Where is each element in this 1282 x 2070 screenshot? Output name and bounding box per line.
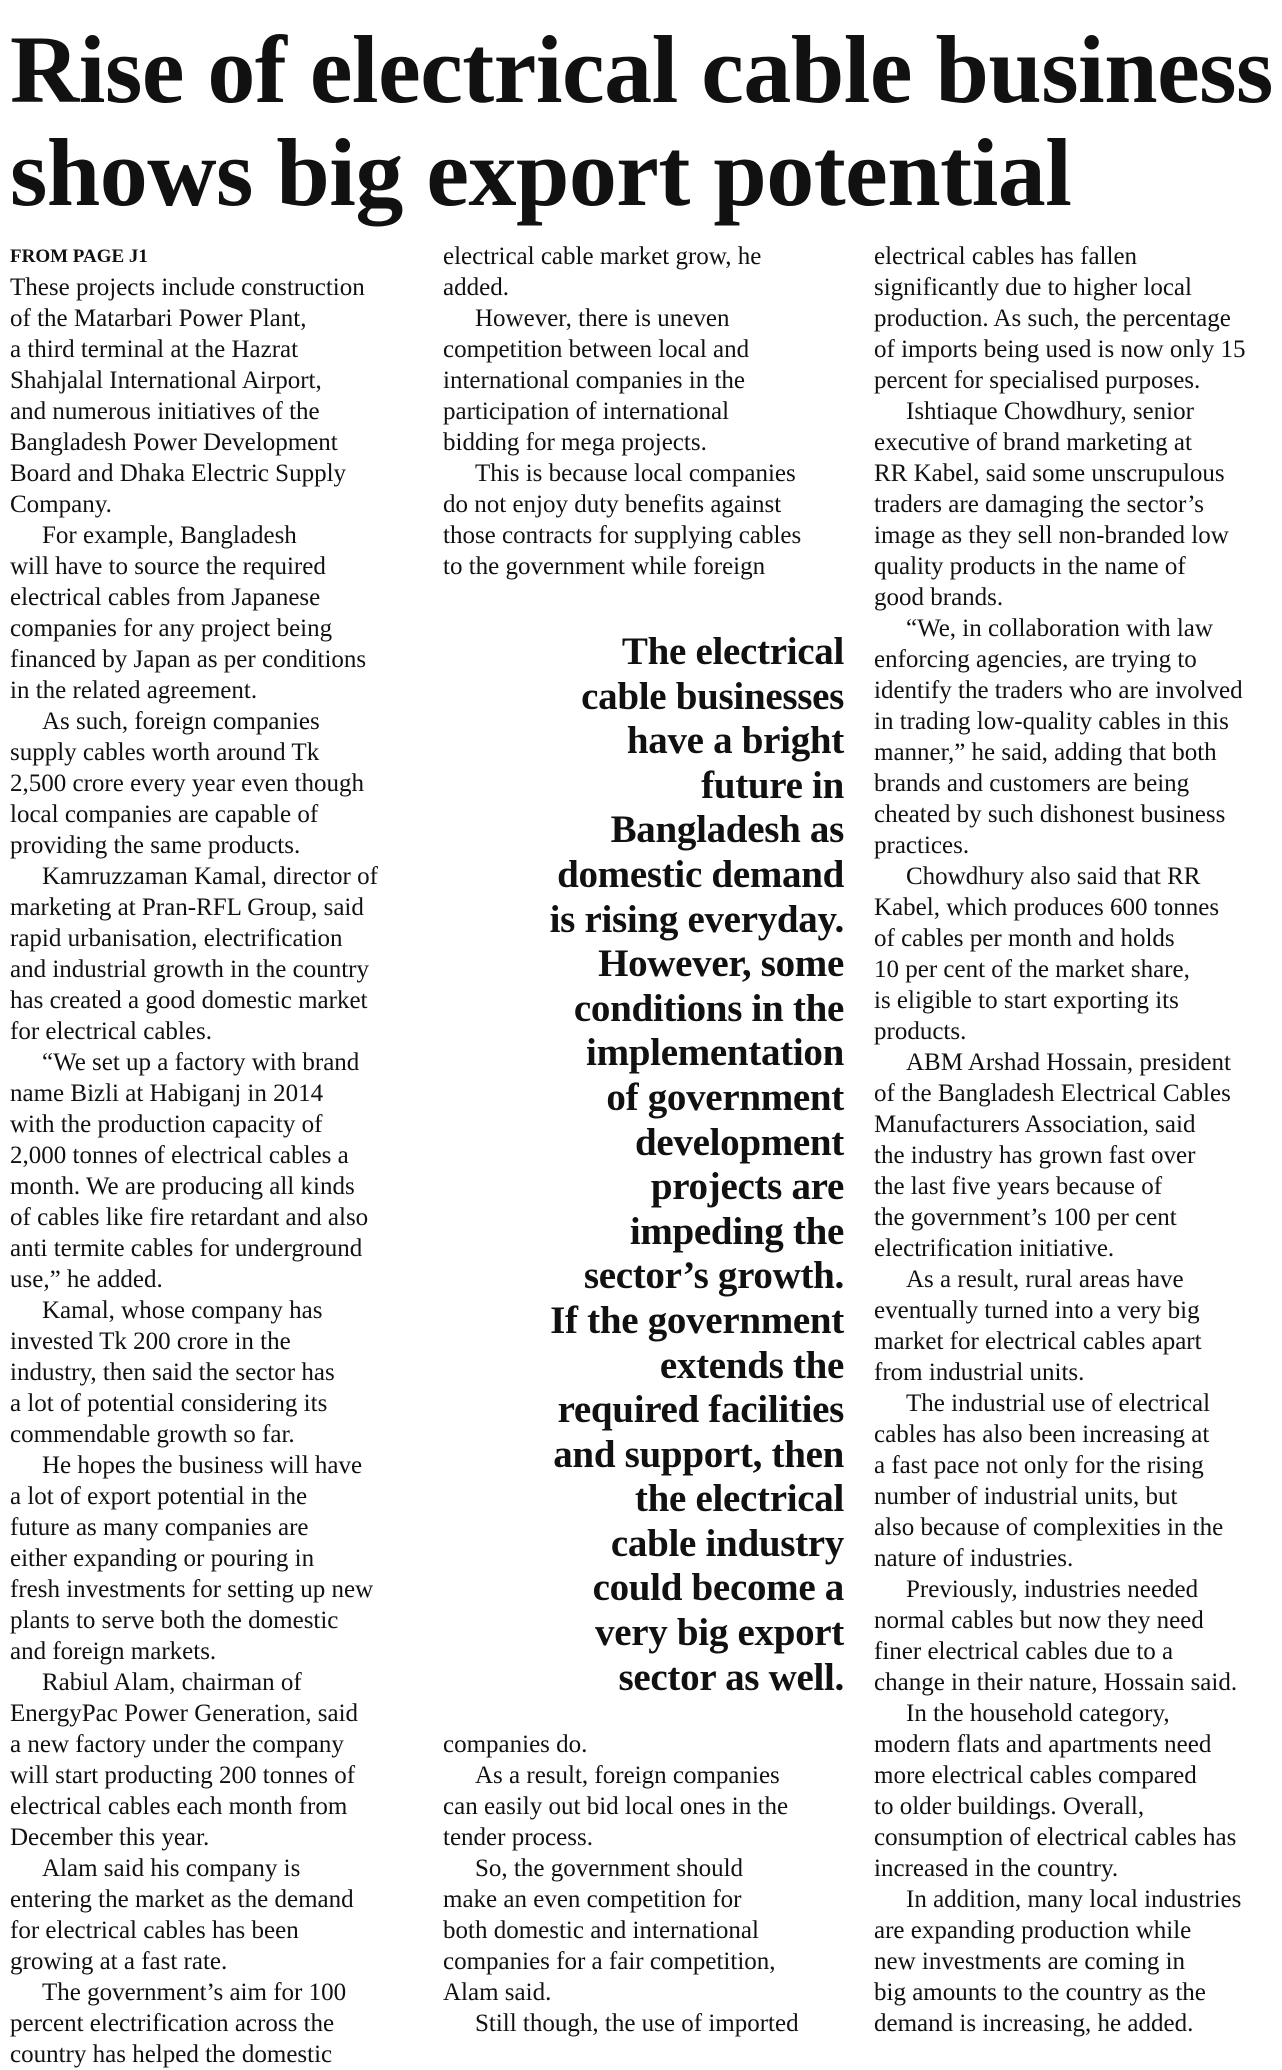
text-line: growing at a fast rate. <box>10 1948 228 1975</box>
text-line: 2,500 crore every year even though <box>10 770 365 797</box>
paragraph <box>874 613 1279 861</box>
text-line: As such, foreign companies <box>42 708 320 735</box>
pull-quote-line: implementation <box>586 1031 844 1075</box>
text-line: big amounts to the country as the <box>874 1979 1206 2006</box>
text-line: consumption of electrical cables has <box>874 1824 1237 1851</box>
text-line: enforcing agencies, are trying to <box>874 646 1197 673</box>
pull-quote-line: projects are <box>650 1165 844 1209</box>
pull-quote-line: development <box>634 1120 844 1164</box>
text-line: These projects include construction <box>10 274 365 301</box>
text-line: can easily out bid local ones in the <box>443 1793 789 1820</box>
text-line: bidding for mega projects. <box>443 429 707 456</box>
text-line: local companies are capable of <box>10 801 319 828</box>
text-line: of cables per month and holds <box>874 925 1175 952</box>
text-line: Previously, industries needed <box>906 1576 1199 1603</box>
text-line: increased in the country. <box>874 1855 1119 1882</box>
paragraph <box>10 272 415 520</box>
text-line: of cables like fire retardant and also <box>10 1204 369 1231</box>
text-line: name Bizli at Habiganj in 2014 <box>10 1080 324 1107</box>
text-line: cheated by such dishonest business <box>874 801 1226 828</box>
text-line: Ishtiaque Chowdhury, senior <box>906 398 1194 425</box>
text-line: make an even competition for <box>443 1886 742 1913</box>
text-line: 2,000 tonnes of electrical cables a <box>10 1142 349 1169</box>
paragraph <box>874 1388 1279 1574</box>
text-line: a fast pace not only for the rising <box>874 1452 1204 1479</box>
paragraph <box>10 861 415 1047</box>
text-line: entering the market as the demand <box>10 1886 354 1913</box>
text-line: a new factory under the company <box>10 1731 344 1758</box>
pull-quote-line: extends the <box>659 1343 844 1387</box>
text-line: change in their nature, Hossain said. <box>874 1669 1238 1696</box>
paragraph <box>443 1760 848 1853</box>
text-line: to older buildings. Overall, <box>874 1793 1145 1820</box>
text-line: percent for specialised purposes. <box>874 367 1201 394</box>
text-line: companies do. <box>443 1731 588 1758</box>
paragraph <box>443 1729 848 1760</box>
text-line: As a result, foreign companies <box>475 1762 780 1789</box>
pull-quote-line: the electrical <box>634 1477 844 1521</box>
text-line: good brands. <box>874 584 1004 611</box>
text-line: demand is increasing, he added. <box>874 2010 1194 2037</box>
text-line: plants to serve both the domestic <box>10 1607 339 1634</box>
text-line: traders are damaging the sector’s <box>874 491 1204 518</box>
text-line: significantly due to higher local <box>874 274 1192 301</box>
text-line: has created a good domestic market <box>10 987 368 1014</box>
text-line: anti termite cables for underground <box>10 1235 363 1262</box>
paragraph <box>443 2008 848 2039</box>
paragraph <box>874 396 1279 613</box>
text-line: do not enjoy duty benefits against <box>443 491 782 518</box>
article-column-3 <box>874 241 1279 2039</box>
text-line: However, there is uneven <box>475 305 730 332</box>
text-line: products. <box>874 1018 967 1045</box>
text-line: electrical cable market grow, he <box>443 243 762 270</box>
article-column-2-bottom <box>443 1729 848 2039</box>
text-line: electrical cables from Japanese <box>10 584 321 611</box>
paragraph <box>10 1977 415 2070</box>
text-line: a lot of potential considering its <box>10 1390 328 1417</box>
pull-quote-line: impeding the <box>629 1209 844 1253</box>
text-line: those contracts for supplying cables <box>443 522 802 549</box>
pull-quote-line: The electrical <box>621 630 844 673</box>
text-line: invested Tk 200 crore in the <box>10 1328 291 1355</box>
text-line: identify the traders who are involved <box>874 677 1243 704</box>
text-line: supply cables worth around Tk <box>10 739 320 766</box>
text-line: in the related agreement. <box>10 677 258 704</box>
pull-quote-line: sector as well. <box>618 1655 844 1699</box>
text-line: The government’s aim for 100 <box>42 1979 347 2006</box>
text-line: to the government while foreign <box>443 553 766 580</box>
text-line: more electrical cables compared <box>874 1762 1197 1789</box>
text-line: of imports being used is now only 15 <box>874 336 1246 363</box>
text-line: electrical cables each month from <box>10 1793 348 1820</box>
text-line: a lot of export potential in the <box>10 1483 308 1510</box>
text-line: and foreign markets. <box>10 1638 217 1665</box>
pull-quote-line: cable businesses <box>581 674 844 718</box>
text-line: electrical cables has fallen <box>874 243 1138 270</box>
pull-quote-line: domestic demand <box>557 852 844 896</box>
paragraph <box>443 241 848 303</box>
text-line: commendable growth so far. <box>10 1421 295 1448</box>
text-line: the government’s 100 per cent <box>874 1204 1177 1231</box>
text-line: image as they sell non-branded low <box>874 522 1229 549</box>
text-line: with the production capacity of <box>10 1111 323 1138</box>
text-line: RR Kabel, said some unscrupulous <box>874 460 1225 487</box>
pull-quote-line: and support, then <box>553 1432 844 1476</box>
paragraph <box>874 241 1279 396</box>
text-line: Chowdhury also said that RR <box>906 863 1201 890</box>
text-line: both domestic and international <box>443 1917 759 1944</box>
text-line: December this year. <box>10 1824 210 1851</box>
headline-line-1: Rise of electrical cable business <box>10 16 1273 123</box>
text-line: providing the same products. <box>10 832 301 859</box>
pull-quote-line: cable industry <box>610 1521 844 1565</box>
text-line: quality products in the name of <box>874 553 1186 580</box>
headline-line-2: shows big export potential <box>10 119 1072 226</box>
pull-quote-line: have a bright <box>626 719 844 763</box>
text-line: brands and customers are being <box>874 770 1190 797</box>
text-line: companies for any project being <box>10 615 333 642</box>
text-line: Kabel, which produces 600 tonnes <box>874 894 1220 921</box>
text-line: in trading low-quality cables in this <box>874 708 1229 735</box>
text-line: ABM Arshad Hossain, president <box>906 1049 1231 1076</box>
text-line: participation of international <box>443 398 730 425</box>
text-line: will have to source the required <box>10 553 326 580</box>
pull-quote-line: conditions in the <box>573 986 844 1030</box>
text-line: percent electrification across the <box>10 2010 335 2037</box>
paragraph <box>874 1884 1279 2039</box>
text-line: manner,” he said, adding that both <box>874 739 1217 766</box>
pull-quote-line: very big export <box>595 1611 844 1655</box>
text-line: modern flats and apartments need <box>874 1731 1212 1758</box>
pull-quote <box>440 630 844 1700</box>
text-line: finer electrical cables due to a <box>874 1638 1174 1665</box>
text-line: future as many companies are <box>10 1514 309 1541</box>
paragraph <box>10 1450 415 1667</box>
pull-quote-line: future in <box>701 763 844 807</box>
text-line: are expanding production while <box>874 1917 1192 1944</box>
text-line: for electrical cables. <box>10 1018 212 1045</box>
pull-quote-line: However, some <box>598 942 844 986</box>
article-column-2-top <box>443 241 848 582</box>
pull-quote-line: required facilities <box>557 1388 844 1432</box>
text-line: will start producting 200 tonnes of <box>10 1762 356 1789</box>
paragraph <box>443 303 848 458</box>
pull-quote-line: of government <box>606 1075 844 1119</box>
paragraph <box>10 1667 415 1853</box>
text-line: electrification initiative. <box>874 1235 1115 1262</box>
text-line: number of industrial units, but <box>874 1483 1178 1510</box>
text-line: also because of complexities in the <box>874 1514 1224 1541</box>
text-line: competition between local and <box>443 336 750 363</box>
text-line: for electrical cables has been <box>10 1917 299 1944</box>
text-line: practices. <box>874 832 970 859</box>
paragraph <box>874 1698 1279 1884</box>
text-line: For example, Bangladesh <box>42 522 297 549</box>
paragraph <box>10 706 415 861</box>
text-line: Still though, the use of imported <box>475 2010 799 2037</box>
text-line: Alam said his company is <box>42 1855 301 1882</box>
text-line: Shahjalal International Airport, <box>10 367 322 394</box>
text-line: “We, in collaboration with law <box>906 615 1213 642</box>
text-line: Board and Dhaka Electric Supply <box>10 460 347 487</box>
text-line: rapid urbanisation, electrification <box>10 925 343 952</box>
paragraph <box>10 1295 415 1450</box>
text-line: eventually turned into a very big <box>874 1297 1200 1324</box>
text-line: Manufacturers Association, said <box>874 1111 1196 1138</box>
text-line: Rabiul Alam, chairman of <box>42 1669 302 1696</box>
text-line: cables has also been increasing at <box>874 1421 1210 1448</box>
text-line: Kamal, whose company has <box>42 1297 323 1324</box>
paragraph <box>874 1047 1279 1264</box>
text-line: new investments are coming in <box>874 1948 1186 1975</box>
text-line: added. <box>443 274 509 301</box>
pull-quote-line: sector’s growth. <box>583 1254 844 1298</box>
paragraph <box>10 520 415 706</box>
text-line: So, the government should <box>475 1855 744 1882</box>
text-line: the last five years because of <box>874 1173 1163 1200</box>
text-line: “We set up a factory with brand <box>42 1049 360 1076</box>
text-line: marketing at Pran-RFL Group, said <box>10 894 364 921</box>
text-line: In addition, many local industries <box>906 1886 1242 1913</box>
paragraph <box>10 1853 415 1977</box>
text-line: either expanding or pouring in <box>10 1545 315 1572</box>
text-line: international companies in the <box>443 367 745 394</box>
text-line: is eligible to start exporting its <box>874 987 1179 1014</box>
text-line: Kamruzzaman Kamal, director of <box>42 863 378 890</box>
paragraph <box>874 1574 1279 1698</box>
text-line: executive of brand marketing at <box>874 429 1192 456</box>
text-line: Alam said. <box>443 1979 552 2006</box>
pull-quote-line: is rising everyday. <box>549 897 844 941</box>
text-line: He hopes the business will have <box>42 1452 363 1479</box>
text-line: market for electrical cables apart <box>874 1328 1202 1355</box>
text-line: tender process. <box>443 1824 593 1851</box>
text-line: of the Matarbari Power Plant, <box>10 305 307 332</box>
text-line: nature of industries. <box>874 1545 1074 1572</box>
text-line: fresh investments for setting up new <box>10 1576 374 1603</box>
text-line: Company. <box>10 491 112 518</box>
text-line: EnergyPac Power Generation, said <box>10 1700 359 1727</box>
paragraph <box>443 458 848 582</box>
paragraph <box>10 1047 415 1295</box>
text-line: In the household category, <box>906 1700 1170 1727</box>
text-line: The industrial use of electrical <box>906 1390 1211 1417</box>
paragraph <box>874 861 1279 1047</box>
text-line: normal cables but now they need <box>874 1607 1204 1634</box>
text-line: Bangladesh Power Development <box>10 429 338 456</box>
text-line: financed by Japan as per conditions <box>10 646 367 673</box>
paragraph <box>874 1264 1279 1388</box>
text-line: use,” he added. <box>10 1266 163 1293</box>
text-line: companies for a fair competition, <box>443 1948 776 1975</box>
text-line: the industry has grown fast over <box>874 1142 1196 1169</box>
text-line: and industrial growth in the country <box>10 956 369 983</box>
text-line: country has helped the domestic <box>10 2041 333 2068</box>
article-column-1 <box>10 272 415 2070</box>
text-line: month. We are producing all kinds <box>10 1173 355 1200</box>
text-line: of the Bangladesh Electrical Cables <box>874 1080 1231 1107</box>
text-line: from industrial units. <box>874 1359 1085 1386</box>
text-line: and numerous initiatives of the <box>10 398 320 425</box>
text-line: production. As such, the percentage <box>874 305 1231 332</box>
text-line: a third terminal at the Hazrat <box>10 336 299 363</box>
pull-quote-line: If the government <box>550 1298 844 1342</box>
pull-quote-line: Bangladesh as <box>610 808 844 852</box>
text-line: This is because local companies <box>475 460 796 487</box>
text-line: industry, then said the sector has <box>10 1359 335 1386</box>
text-line: As a result, rural areas have <box>906 1266 1184 1293</box>
continuation-kicker: FROM PAGE J1 <box>10 246 148 267</box>
paragraph <box>443 1853 848 2008</box>
pull-quote-line: could become a <box>592 1566 844 1610</box>
text-line: 10 per cent of the market share, <box>874 956 1190 983</box>
